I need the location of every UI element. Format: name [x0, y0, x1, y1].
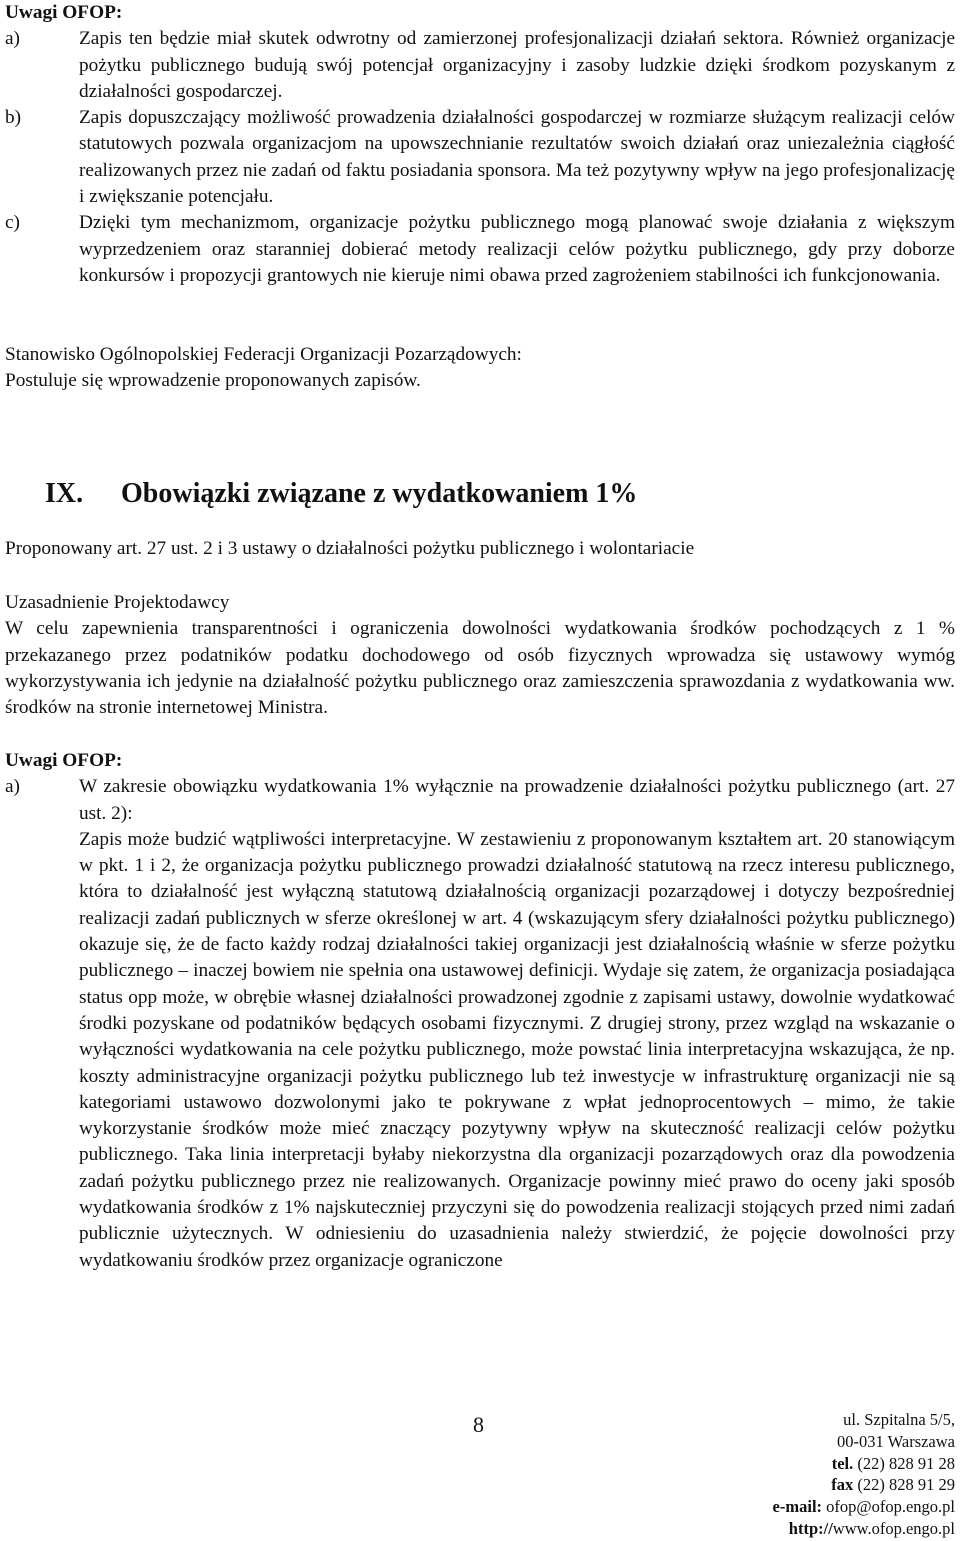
list-item: [5, 26, 955, 105]
website-link[interactable]: www.ofop.engo.pl: [832, 1518, 955, 1538]
list-item-text: Zapis ten będzie miał skutek odwrotny od zamierzonej profesjonalizacji działań sektora. Również organizacje pożytku publicznego budują swój potencjał organizacyjny i zasoby ludzkie dzięki środkom pozyskanym z działalności gospodarczej.: [79, 28, 955, 102]
uwagi-ofop-section-2: [5, 748, 955, 1274]
stanowisko-section: [5, 342, 955, 395]
uzasadnienie-text: W celu zapewnienia transparentności i ograniczenia dowolności wydatkowania środków pochodzących z 1 % przekazanego przez podatników podatku dochodowego od osób fizycznych wprowadza się ustawowy wymóg wykorzystywania ich jedynie na działalność pożytku publicznego oraz zamieszczenia sprawozdania z wydatkowania ww. środków na stronie internetowej Ministra.: [5, 618, 955, 719]
email-line: [773, 1496, 955, 1518]
uwagi-body-text: Zapis może budzić wątpliwości interpretacyjne. W zestawieniu z proponowanym kształtem art. 20 stanowiącym w pkt. 1 i 2, że organizacja pożytku publicznego prowadzi działalność statutową na rzecz interesu publicznego, która to działalność jest wyłączną statutową działalnością organizacji pozarządowej i dotyczy bezpośredniej realizacji zadań publicznych w sferze określonej w art. 4 (wskazującym sfery działalności pożytku publicznego) okazuje się, że de facto każdy rodzaj działalności takiej organizacji jest działalnością właśnie w sferze pożytku publicznego – inaczej bowiem nie spełnia ona ustawowej definicji. Wydaje się zatem, że organizacja posiadająca status opp może, w obrębie własnej działalności prowadzonej zgodnie z zapisami ustawy, dowolnie wydatkować środki pozyskane od podatników będących osobami fizycznymi. Z drugiej strony, przez wzgląd na wskazanie o wyłączności wydatkowania na cele pożytku publicznego, może powstać linia interpretacyjna wskazująca, że np. koszty administracyjne organizacji pożytku publicznego lub też inwestycje w infrastrukturę organizacji nie są kategoriami ustawowo dozwolonymi jako te pokrywane z wpłat jednoprocentowych – mimo, że takie wykorzystanie środków może mieć znaczący pozytywny wpływ na skuteczność realizacji celów pożytku publicznego. Taka linia interpretacji byłaby niekorzystna dla organizacji pozarządowych oraz dla powodzenia zadań pożytku publicznego przez nie realizowanych. Organizacje powinny mieć prawo do oceny jaki sposób wydatkowania środków z 1% najskuteczniej przyczyni się do powodzenia realizacji stojących przed nimi zadań publicznie użytecznych. W odniesieniu do uzasadnienia należy stwierdzić, że pojęcie dowolności przy wydatkowaniu środków przez organizacje ograniczone: [79, 828, 955, 1271]
list-item-text: Zapis dopuszczający możliwość prowadzenia działalności gospodarczej w rozmiarze służącym realizacji celów statutowych pozwala organizacjom na upowszechnianie rezultatów swoich działań oraz uniezależnia ciągłość realizowanych przez nie zadań od faktu posiadania sponsora. Ma też pozytywny wpływ na jego profesjonalizację i zwiększanie potencjału.: [79, 107, 955, 208]
list-item-text: Dzięki tym mechanizmom, organizacje pożytku publicznego mogą planować swoje działania z większym wyprzedzeniem oraz staranniej dobierać metody realizacji celów pożytku publicznego, gdy przy doborze konkursów i propozycji grantowych nie kieruje nimi obawa przed zagrożeniem stabilności ich funkcjonowania.: [79, 212, 955, 286]
fax-number: (22) 828 91 29: [857, 1475, 955, 1495]
fax-label: fax: [831, 1475, 854, 1495]
list-marker: b): [5, 107, 22, 129]
fax-line: [773, 1474, 955, 1496]
section-title: Obowiązki związane z wydatkowaniem 1%: [121, 478, 638, 509]
contact-block: [773, 1409, 955, 1540]
uwagi-ofop-section-1: [5, 0, 955, 289]
section-heading: [45, 476, 637, 512]
stanowisko-label: Stanowisko Ogólnopolskiej Federacji Organizacji Pozarządowych:: [5, 344, 522, 365]
phone-line: [773, 1453, 955, 1475]
email-address[interactable]: ofop@ofop.engo.pl: [826, 1497, 955, 1517]
list-item: [5, 105, 955, 210]
phone-label: tel.: [831, 1453, 854, 1473]
address-line-1: ul. Szpitalna 5/5,: [843, 1410, 955, 1429]
website-line: [773, 1518, 955, 1540]
list-item: [5, 774, 955, 827]
list-marker: a): [5, 776, 20, 798]
uwagi-ofop-label: Uwagi OFOP:: [5, 750, 123, 771]
section-number: IX.: [45, 478, 84, 509]
email-label: e-mail:: [772, 1497, 823, 1517]
uzasadnienie-section: [5, 590, 955, 721]
list-item-text: W zakresie obowiązku wydatkowania 1% wyłącznie na prowadzenie działalności pożytku publicznego (art. 27 ust. 2):: [79, 776, 955, 824]
page-number: 8: [473, 1412, 484, 1437]
address-line-2: 00-031 Warszawa: [837, 1431, 955, 1451]
list-item: [5, 210, 955, 289]
website-label: http://: [788, 1518, 833, 1538]
list-marker: c): [5, 212, 20, 234]
phone-number: (22) 828 91 28: [857, 1453, 955, 1473]
list-marker: a): [5, 28, 20, 50]
stanowisko-text: Postuluje się wprowadzenie proponowanych zapisów.: [5, 370, 421, 392]
proposed-article: Proponowany art. 27 ust. 2 i 3 ustawy o działalności pożytku publicznego i wolontariacie: [5, 538, 695, 559]
uwagi-ofop-label: Uwagi OFOP:: [5, 2, 123, 23]
uzasadnienie-label: Uzasadnienie Projektodawcy: [5, 592, 230, 613]
